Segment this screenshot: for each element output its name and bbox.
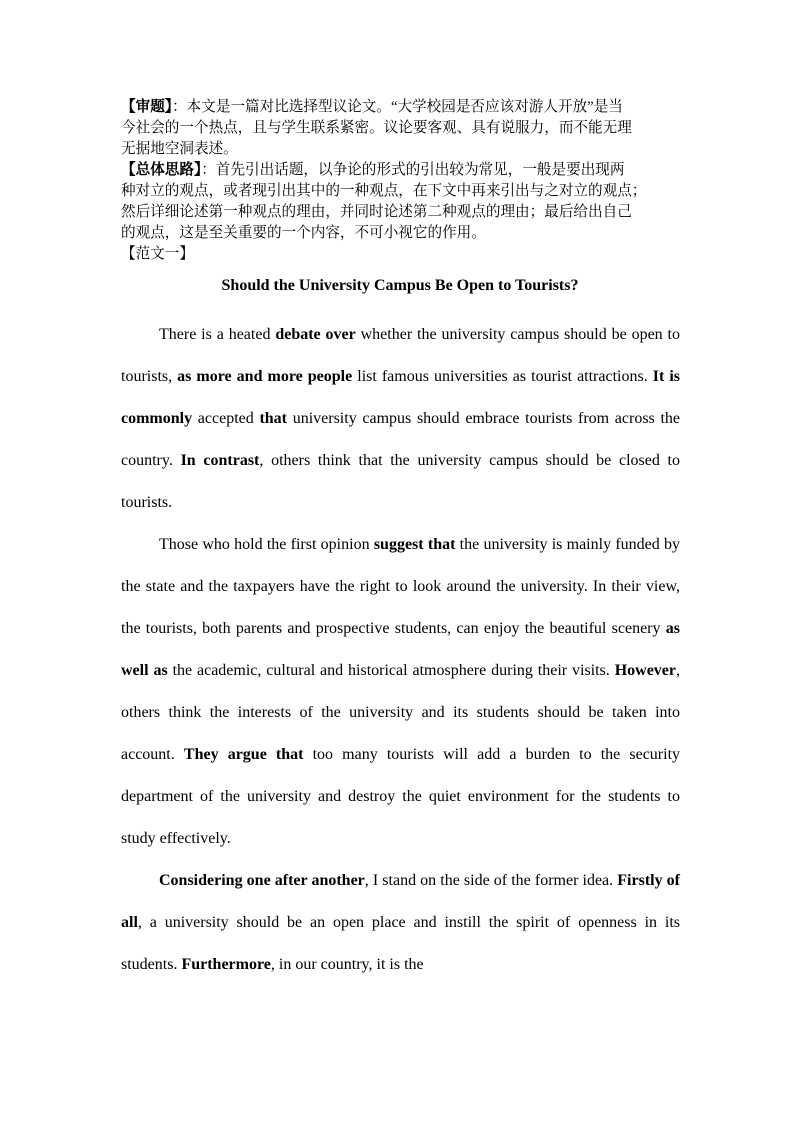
bold-phrase: Furthermore bbox=[181, 956, 271, 973]
text-run: too many tourists will add a burden to the security department of the university and destroy the quiet environment for the students to study effectively. bbox=[121, 746, 681, 847]
review-line-1 bbox=[121, 97, 681, 118]
text-run: the academic, cultural and historical atmosphere during their visits. bbox=[167, 662, 615, 679]
bold-phrase: However bbox=[614, 662, 676, 679]
bold-phrase: In contrast bbox=[180, 452, 260, 469]
text-run: list famous universities as tourist attractions. bbox=[352, 368, 653, 385]
review-line-2: 今社会的一个热点，且与学生联系紧密。议论要客观、具有说服力，而不能无理 bbox=[121, 120, 632, 136]
text-run: , a university should be an open place and instill the spirit of openness in its students. bbox=[121, 914, 680, 973]
bold-phrase: They argue that bbox=[183, 746, 304, 763]
text-run: There is a heated bbox=[159, 326, 276, 343]
text-run: , others think the interests of the university and its students should be taken into account. bbox=[121, 662, 680, 763]
bold-phrase: It is commonly bbox=[121, 368, 680, 427]
bold-phrase: as more and more people bbox=[177, 368, 353, 385]
bold-phrase: as well as bbox=[121, 620, 680, 679]
bold-phrase: that bbox=[259, 410, 288, 427]
idea-line-3: 然后详细论述第一种观点的理由，并同时论述第二种观点的理由；最后给出自己 bbox=[121, 204, 632, 220]
essay-title: Should the University Campus Be Open to Tourists? bbox=[221, 277, 579, 294]
essay-body bbox=[121, 314, 680, 986]
review-section bbox=[121, 97, 681, 160]
bold-phrase: Considering one after another bbox=[159, 872, 365, 889]
review-line-3: 无据地空洞表述。 bbox=[121, 141, 238, 157]
bold-phrase: debate over bbox=[275, 326, 356, 343]
bold-phrase: suggest that bbox=[373, 536, 456, 553]
sample-label: 【范文一】 bbox=[121, 246, 194, 262]
text-run: , in our country, it is the bbox=[270, 956, 424, 973]
review-text-1: ：本文是一篇对比选择型议论文。“大学校园是否应该对游人开放”是当 bbox=[172, 99, 623, 115]
idea-line-2: 种对立的观点，或者现引出其中的一种观点，在下文中再来引出与之对立的观点； bbox=[121, 183, 647, 199]
paragraph-1 bbox=[121, 314, 680, 524]
idea-line-1 bbox=[121, 160, 681, 181]
idea-label: 【总体思路】 bbox=[121, 162, 202, 178]
idea-text-1: ：首先引出话题，以争论的形式的引出较为常见，一般是要出现两 bbox=[201, 162, 625, 178]
text-run: , others think that the university campus should be closed to tourists. bbox=[121, 452, 681, 511]
paragraph-3 bbox=[121, 860, 680, 986]
paragraph-2 bbox=[121, 524, 680, 860]
text-run: whether the university campus should be open to tourists, bbox=[121, 326, 680, 385]
idea-line-4: 的观点，这是至关重要的一个内容，不可小视它的作用。 bbox=[121, 225, 486, 241]
text-run: the university is mainly funded by the state and the taxpayers have the right to look around the university. In their view, the tourists, both parents and prospective students, can enjoy the beautiful scenery bbox=[121, 536, 681, 637]
text-run: , I stand on the side of the former idea. bbox=[364, 872, 618, 889]
text-run: Those who hold the first opinion bbox=[159, 536, 374, 553]
text-run: accepted bbox=[192, 410, 260, 427]
text-run: university campus should embrace tourists from across the country. bbox=[121, 410, 681, 469]
bold-phrase: Firstly of all bbox=[121, 872, 681, 931]
overall-idea-section bbox=[121, 160, 681, 265]
review-label: 【审题】 bbox=[121, 99, 173, 115]
